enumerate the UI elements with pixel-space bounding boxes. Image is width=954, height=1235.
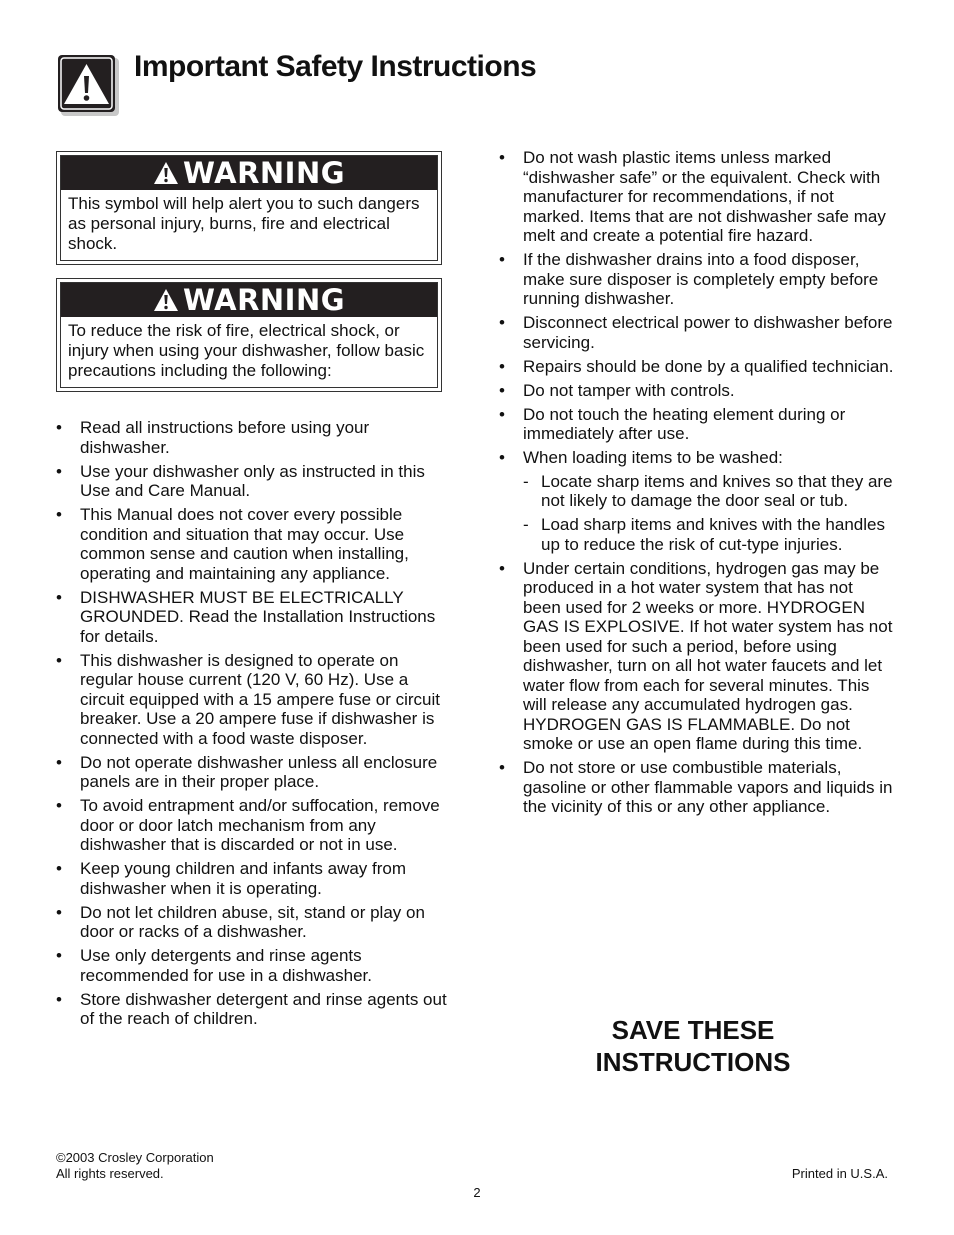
list-item xyxy=(56,588,448,647)
list-item-text: Do not let children abuse, sit, stand or play on door or racks of a dishwasher. xyxy=(80,902,425,941)
list-item xyxy=(56,859,448,898)
warning-banner xyxy=(61,156,437,190)
bullet-icon: • xyxy=(56,461,62,481)
list-item xyxy=(56,946,448,985)
sub-list-item xyxy=(523,472,894,511)
bullet-icon: • xyxy=(499,356,505,376)
list-item xyxy=(499,313,894,352)
list-item-text: Do not store or use combustible materials, gasoline or other flammable vapors and liquids in the vicinity of this or any other appliance. xyxy=(523,758,893,816)
list-item xyxy=(56,753,448,792)
list-item-text: Use your dishwasher only as instructed in this Use and Care Manual. xyxy=(80,461,425,500)
save-instructions-heading xyxy=(560,1014,826,1078)
bullet-icon: • xyxy=(56,650,62,670)
list-item-text: Store dishwasher detergent and rinse agents out of the reach of children. xyxy=(80,989,447,1028)
list-item-loading xyxy=(499,448,894,554)
page-number: 2 xyxy=(473,1185,481,1200)
copyright-text: ©2003 Crosley Corporation xyxy=(56,1150,214,1165)
printed-in-text: Printed in U.S.A. xyxy=(791,1166,888,1181)
bullet-icon: • xyxy=(56,587,62,607)
bullet-icon: • xyxy=(56,796,62,815)
list-item-text: This dishwasher is designed to operate on regular house current (120 V, 60 Hz). Use a circuit equipped with a 15 ampere fuse or circuit breaker. Use a 20 ampere fuse if dishwasher is connected with a food waste disposer. xyxy=(80,650,441,748)
list-item xyxy=(499,559,894,754)
warning-box-symbol xyxy=(56,151,442,265)
bullet-icon: • xyxy=(56,989,62,1009)
list-item-text: Keep young children and infants away from dishwasher when it is operating. xyxy=(80,859,407,898)
bullet-icon: • xyxy=(499,448,505,467)
list-item-text: Do not tamper with controls. xyxy=(523,380,735,400)
warning-triangle-icon xyxy=(153,288,179,312)
warning-triangle-icon xyxy=(153,161,179,185)
list-item xyxy=(56,990,448,1029)
bullet-icon: • xyxy=(56,752,62,772)
bullet-icon: • xyxy=(56,902,62,922)
bullet-icon: • xyxy=(499,380,505,400)
safety-list-left xyxy=(56,418,448,1033)
sub-list-item-text: Locate sharp items and knives so that they are not likely to damage the door seal or tub. xyxy=(541,471,893,510)
dash-icon: - xyxy=(523,471,529,491)
list-item-text: Do not wash plastic items unless marked “dishwasher safe” or the equivalent. Check with manufacturer for recommendations, if not marked. Items that are not dishwasher safe may melt and create a potential fire hazard. xyxy=(523,148,886,245)
list-item-text: If the dishwasher drains into a food disposer, make sure disposer is completely empty before running dishwasher. xyxy=(523,250,879,308)
list-item xyxy=(499,148,894,246)
list-item-text: When loading items to be washed: xyxy=(523,448,783,467)
list-item-text: To avoid entrapment and/or suffocation, remove door or door latch mechanism from any dishwasher that is discarded or not in use. xyxy=(80,796,440,854)
list-item-text: This Manual does not cover every possible condition and situation that may occur. Use common sense and caution when installing, operating and maintaining any appliance. xyxy=(80,505,409,583)
list-item xyxy=(56,903,448,942)
list-item xyxy=(499,758,894,817)
list-item xyxy=(499,405,894,444)
warning-text: To reduce the risk of fire, electrical shock, or injury when using your dishwasher, follow basic precautions including the following: xyxy=(68,321,425,380)
warning-label: WARNING xyxy=(182,283,346,317)
save-line-2: INSTRUCTIONS xyxy=(595,1047,791,1077)
warning-box-precautions xyxy=(56,278,442,392)
list-item-text: Do not operate dishwasher unless all enclosure panels are in their proper place. xyxy=(80,752,438,791)
list-item-text: Read all instructions before using your dishwasher. xyxy=(80,418,370,457)
bullet-icon: • xyxy=(499,148,505,167)
bullet-icon: • xyxy=(499,758,505,777)
list-item-text: Use only detergents and rinse agents recommended for use in a dishwasher. xyxy=(80,946,372,985)
warning-text: This symbol will help alert you to such dangers as personal injury, burns, fire and electrical shock. xyxy=(68,194,420,253)
dash-icon: - xyxy=(523,515,529,534)
safety-list-right xyxy=(499,148,894,821)
warning-banner xyxy=(61,283,437,317)
warning-box-inner xyxy=(60,155,438,261)
rights-text: All rights reserved. xyxy=(56,1166,164,1181)
list-item xyxy=(56,796,448,855)
loading-sublist xyxy=(523,472,894,555)
sub-list-item-text: Load sharp items and knives with the handles up to reduce the risk of cut-type injuries. xyxy=(541,515,885,554)
list-item-text: Repairs should be done by a qualified technician. xyxy=(523,356,894,376)
save-line-1: SAVE THESE xyxy=(611,1015,775,1045)
list-item xyxy=(499,381,894,401)
list-item-text: Do not touch the heating element during or immediately after use. xyxy=(523,404,846,443)
bullet-icon: • xyxy=(56,505,62,524)
bullet-icon: • xyxy=(499,404,505,424)
bullet-icon: • xyxy=(499,558,505,578)
list-item xyxy=(56,418,448,457)
footer-copyright xyxy=(56,1150,214,1182)
list-item-text: Disconnect electrical power to dishwasher before servicing. xyxy=(523,313,893,352)
bullet-icon: • xyxy=(499,250,505,269)
list-item xyxy=(56,505,448,583)
bullet-icon: • xyxy=(499,313,505,332)
page-title: Important Safety Instructions xyxy=(134,50,537,83)
list-item xyxy=(499,357,894,377)
list-item-text: Under certain conditions, hydrogen gas may be produced in a hot water system that has not been used for 2 weeks or more. HYDROGEN GAS IS EXPLOSIVE. If hot water system has not been used for such a period, before using dishwasher, turn on all hot water faucets and let water flow from each for several minutes. This will release any accumulated hydrogen gas. HYDROGEN GAS IS FLAMMABLE. Do not smoke or use an open flame during this time. xyxy=(523,558,893,753)
bullet-icon: • xyxy=(56,859,62,878)
bullet-icon: • xyxy=(56,418,62,437)
warning-box-inner xyxy=(60,282,438,388)
list-item xyxy=(56,651,448,749)
sub-list-item xyxy=(523,515,894,554)
list-item xyxy=(499,250,894,309)
list-item-text: DISHWASHER MUST BE ELECTRICALLY GROUNDED. Read the Installation Instructions for details. xyxy=(80,587,436,646)
list-item xyxy=(56,462,448,501)
bullet-icon: • xyxy=(56,946,62,965)
warning-label: WARNING xyxy=(182,156,346,190)
warning-triangle-icon xyxy=(57,54,121,118)
